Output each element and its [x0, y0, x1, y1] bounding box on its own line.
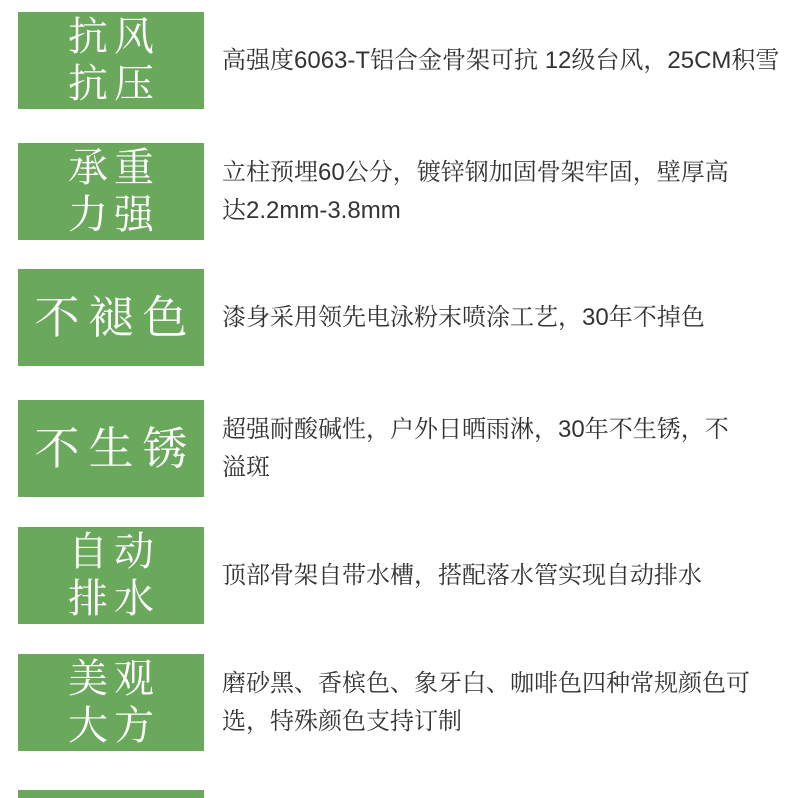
- feature-description-line: 立柱预埋60公分，镀锌钢加固骨架牢固，壁厚高: [222, 158, 729, 186]
- feature-row-load-bearing: [18, 143, 770, 240]
- feature-row-aesthetics: [18, 654, 770, 751]
- feature-row-wind-resistance: [18, 12, 780, 109]
- feature-title-line: 不褪色: [34, 291, 197, 343]
- feature-title-line: 力强: [68, 192, 160, 237]
- feature-description-line: 达2.2mm-3.8mm: [222, 196, 401, 224]
- feature-description-line: 溢斑: [222, 453, 270, 481]
- feature-description-line: 磨砂黑、香槟色、象牙白、咖啡色四种常规颜色可: [222, 669, 750, 697]
- feature-description: [222, 299, 705, 337]
- feature-title-line: 自动: [68, 529, 160, 574]
- feature-row-no-fading: [18, 269, 770, 366]
- feature-badge: [18, 269, 204, 366]
- feature-description-line: 选，特殊颜色支持订制: [222, 707, 462, 735]
- feature-description: [222, 557, 702, 595]
- feature-description: [222, 665, 750, 741]
- feature-badge: [18, 654, 204, 751]
- feature-description: [222, 42, 779, 80]
- feature-title-line: 不生锈: [34, 422, 197, 474]
- feature-description-line: 漆身采用领先电泳粉末喷涂工艺，30年不掉色: [222, 303, 705, 331]
- feature-row-no-rust: [18, 400, 770, 497]
- feature-description-line: 高强度6063-T铝合金骨架可抗 12级台风，25CM积雪: [222, 46, 780, 74]
- feature-description-line: 超强耐酸碱性，户外日晒雨淋，30年不生锈，不: [222, 415, 729, 443]
- feature-badge: [18, 400, 204, 497]
- feature-title-line: 抗压: [68, 61, 160, 106]
- feature-description: [222, 154, 729, 230]
- feature-description: [222, 411, 729, 487]
- feature-badge: [18, 12, 204, 109]
- feature-badge: [18, 143, 204, 240]
- feature-description-line: 顶部骨架自带水槽，搭配落水管实现自动排水: [222, 561, 702, 589]
- next-section-badge-peek: [18, 790, 204, 798]
- feature-title-line: 抗风: [68, 14, 160, 59]
- feature-title-line: 排水: [68, 576, 160, 621]
- feature-title-line: 美观: [68, 656, 160, 701]
- feature-row-auto-drainage: [18, 527, 770, 624]
- feature-title-line: 承重: [68, 145, 160, 190]
- feature-badge: [18, 527, 204, 624]
- feature-title-line: 大方: [68, 703, 160, 748]
